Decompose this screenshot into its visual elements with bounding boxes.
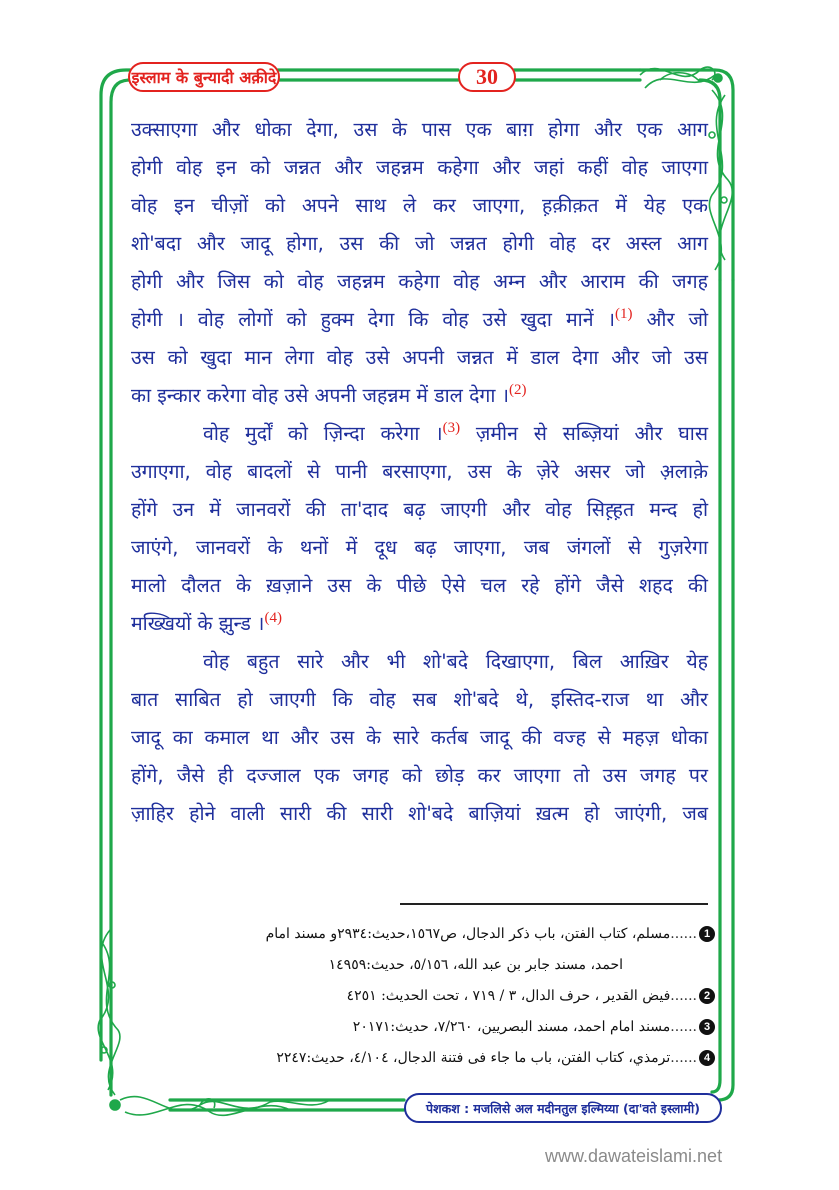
text-line bbox=[131, 605, 708, 643]
text-line: होंगे, जैसे ही दज्जाल एक जगह को छोड़ कर जाएगा तो उस जगह पर bbox=[131, 764, 708, 787]
text-line: वोह इन चीज़ों को अपने साथ ले कर जाएगा, ह़क़ीक़त में येह एक bbox=[131, 194, 708, 217]
text-segment: मख्खियों के झुन्ड । bbox=[131, 612, 265, 635]
footnotes-section bbox=[140, 918, 715, 1073]
text-line: होगी और जिस को वोह जहन्नम कहेगा वोह अम्न और आराम की जगह bbox=[131, 270, 708, 293]
text-line: उक्साएगा और धोका देगा, उस के पास एक बाग़ होगा और एक आग bbox=[131, 118, 708, 141]
footnote-text: مسلم، كتاب الفتن، باب ذكر الدجال، ص١٥٦٧،حديث:٢٩٣٤و مسند امام bbox=[265, 925, 671, 942]
footnote-1-continuation bbox=[140, 949, 715, 980]
text-line: जादू का कमाल था और उस के सारे कर्तब जादू की वज्ह से महज़ धोका bbox=[131, 726, 708, 749]
text-line: जाएंगे, जानवरों के थनों में दूध बढ़ जाएगा, जब जंगलों से गुज़रेगा bbox=[131, 536, 708, 559]
footnote-ref-2[interactable]: (2) bbox=[509, 382, 527, 398]
footnote-text: ترمذي، كتاب الفتن، باب ما جاء فى فتنة الدجال، ٤/١٠٤، حديث:٢٢٤٧ bbox=[276, 1049, 671, 1066]
text-line: बात साबित हो जाएगी कि वोह सब शो'बदे थे, इस्तिद-राज था और bbox=[131, 688, 708, 711]
text-line: शो'बदा और जादू होगा, उस की जो जन्नत होगी वोह दर अस्ल आग bbox=[131, 232, 708, 255]
footnote-leader-dots: ...... bbox=[670, 925, 697, 942]
publisher-badge bbox=[404, 1093, 722, 1123]
book-title-badge bbox=[128, 62, 280, 92]
footnote-text: فيض القدير ، حرف الدال، ٣ / ٧١٩ ، تحت الحديث: ٤٢٥١ bbox=[346, 987, 671, 1004]
footnote-text: مسند امام احمد، مسند البصريين، ٧/٢٦٠، حديث:٢٠١٧١ bbox=[352, 1018, 671, 1035]
footnote-1 bbox=[140, 918, 715, 949]
text-line bbox=[131, 415, 708, 453]
text-segment: ज़मीन से सब्ज़ियां और घास bbox=[460, 422, 709, 445]
text-line bbox=[131, 301, 708, 339]
text-line: ज़ाहिर होने वाली सारी की सारी शो'बदे बाज़ियां ख़त्म हो जाएंगी, जब bbox=[131, 802, 708, 825]
text-segment: और जो bbox=[632, 308, 708, 331]
text-line: मालो दौलत के ख़ज़ाने उस के पीछे ऐसे चल रहे होंगे जैसे शहद की bbox=[131, 574, 708, 597]
footnote-divider bbox=[400, 903, 708, 905]
footnote-leader-dots: ...... bbox=[670, 1018, 697, 1035]
text-line: उगाएगा, वोह बादलों से पानी बरसाएगा, उस के ज़ेरे असर जो अ़लाक़े bbox=[131, 460, 708, 483]
publisher-text: पेशकश : मजलिसे अल मदीनतुल इल्मिय्या (दा'वते इस्लामी) bbox=[426, 1100, 700, 1116]
footnote-ref-3[interactable]: (3) bbox=[442, 420, 461, 436]
footnote-text: احمد، مسند جابر بن عبد الله، ٥/١٥٦، حديث:١٤٩٥٩ bbox=[328, 956, 623, 973]
footnote-ref-4[interactable]: (4) bbox=[264, 610, 282, 626]
footnote-leader-dots: ...... bbox=[670, 987, 697, 1004]
footnote-number-badge: 4 bbox=[699, 1050, 715, 1066]
text-line: उस को खुदा मान लेगा वोह उसे अपनी जन्नत में डाल देगा और जो उस bbox=[131, 346, 708, 369]
text-line: वोह बहुत सारे और भी शो'बदे दिखाएगा, बिल आख़िर येह bbox=[203, 650, 708, 673]
footnote-number-badge: 1 bbox=[699, 926, 715, 942]
page-number: 30 bbox=[476, 64, 498, 89]
main-text-body bbox=[131, 111, 708, 833]
text-segment: वोह मुर्दों को ज़िन्दा करेगा । bbox=[203, 422, 443, 445]
footnote-2 bbox=[140, 980, 715, 1011]
footnote-leader-dots: ...... bbox=[670, 1049, 697, 1066]
text-segment: का इन्कार करेगा वोह उसे अपनी जहन्नम में डाल देगा । bbox=[131, 384, 510, 407]
footnote-3 bbox=[140, 1011, 715, 1042]
website-link[interactable]: www.dawateislami.net bbox=[545, 1146, 723, 1166]
text-line: होंगे उन में जानवरों की ता'दाद बढ़ जाएगी और वोह सिह़्ह़त मन्द हो bbox=[131, 498, 708, 521]
page-number-badge bbox=[458, 62, 516, 92]
footnote-number-badge: 2 bbox=[699, 988, 715, 1004]
text-segment: होगी । वोह लोगों को हुक्म देगा कि वोह उसे खुदा मानें । bbox=[131, 308, 615, 331]
text-line bbox=[131, 377, 708, 415]
text-line: होगी वोह इन को जन्नत और जहन्नम कहेगा और जहां कहीं वोह जाएगा bbox=[131, 156, 708, 179]
footnote-number-badge: 3 bbox=[699, 1019, 715, 1035]
footnote-ref-1[interactable]: (1) bbox=[614, 306, 633, 322]
book-title: इस्लाम के बुन्यादी अक़ीदे bbox=[131, 68, 277, 87]
footnote-4 bbox=[140, 1042, 715, 1073]
